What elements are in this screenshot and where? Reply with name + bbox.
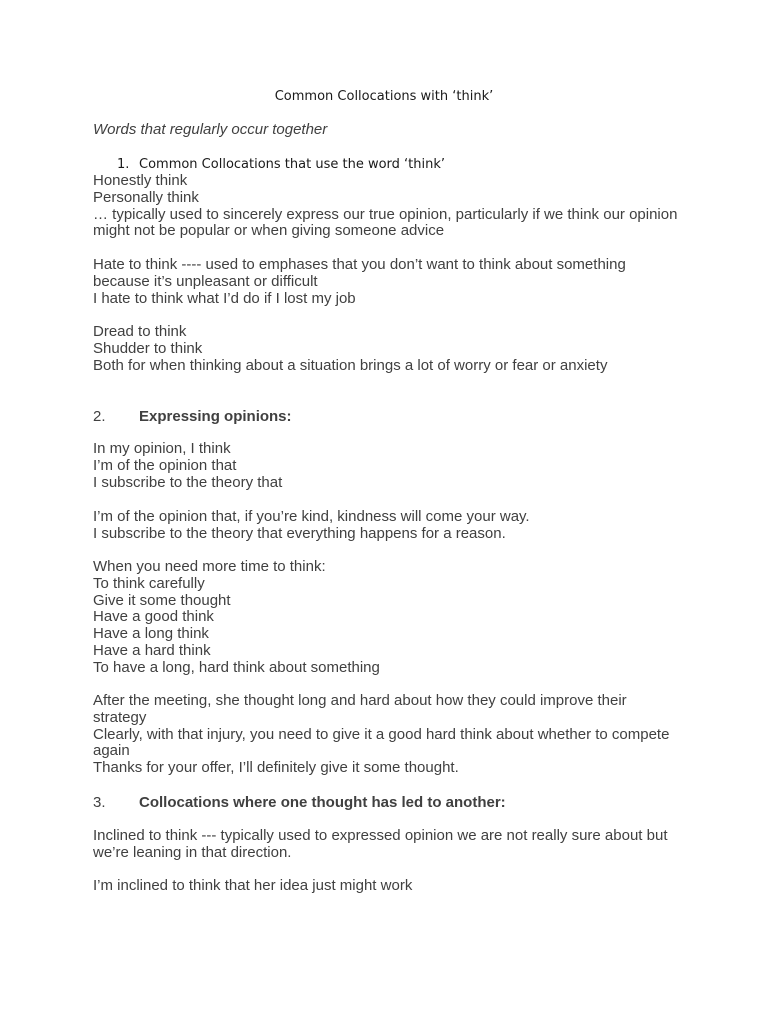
paragraph-line: Have a long think	[93, 625, 209, 643]
document-title: Common Collocations with ‘think’	[274, 89, 494, 104]
paragraph-line: Honestly think	[93, 172, 188, 189]
section-3-group-a	[93, 828, 683, 862]
section-1-number: 1.	[117, 157, 130, 172]
section-2-group-a	[93, 441, 683, 491]
paragraph-line: Personally think	[93, 188, 199, 206]
section-2-group-d	[93, 693, 683, 777]
section-2-number: 2.	[93, 408, 106, 425]
section-1-group-c	[93, 324, 683, 374]
section-1-group-a	[93, 173, 683, 240]
paragraph-line: Inclined to think --- typically used to expressed opinion we are not really sure about but we’re leaning in that direction.	[93, 827, 668, 861]
paragraph-line: Thanks for your offer, I’ll definitely give it some thought.	[93, 759, 459, 777]
section-2-heading	[93, 408, 292, 425]
section-1-heading-label: Common Collocations that use the word ‘think’	[139, 157, 446, 172]
paragraph-line: Clearly, with that injury, you need to give it a good hard think about whether to compete again	[93, 725, 670, 760]
section-1-heading	[117, 156, 445, 173]
paragraph-line: I subscribe to the theory that	[93, 473, 283, 491]
paragraph-line: Give it some thought	[93, 591, 231, 609]
paragraph-line: I hate to think what I’d do if I lost my job	[93, 289, 356, 307]
section-1-group-b	[93, 257, 683, 307]
paragraph-line: I’m of the opinion that	[93, 456, 237, 474]
paragraph-line: In my opinion, I think	[93, 440, 231, 457]
paragraph-line: Dread to think	[93, 323, 187, 340]
paragraph-line: Shudder to think	[93, 339, 203, 357]
paragraph-line: When you need more time to think:	[93, 558, 326, 575]
paragraph-line: After the meeting, she thought long and hard about how they could improve their strategy	[93, 692, 627, 726]
paragraph-line: Both for when thinking about a situation brings a lot of worry or fear or anxiety	[93, 356, 608, 374]
section-3-heading-label: Collocations where one thought has led to another:	[139, 794, 506, 811]
paragraph-line: … typically used to sincerely express our true opinion, particularly if we think our opinion might not be popular or when giving someone advice	[93, 205, 678, 240]
section-2-group-c	[93, 559, 683, 677]
section-3-group-b	[93, 878, 683, 895]
paragraph-line: I’m of the opinion that, if you’re kind, kindness will come your way.	[93, 508, 530, 525]
section-2-group-b	[93, 509, 683, 543]
document-subtitle: Words that regularly occur together	[93, 121, 328, 138]
paragraph-line: Hate to think ---- used to emphases that you don’t want to think about something because it’s unpleasant or difficult	[93, 256, 626, 290]
paragraph-line: I’m inclined to think that her idea just might work	[93, 877, 413, 894]
paragraph-line: To think carefully	[93, 574, 205, 592]
paragraph-line: Have a good think	[93, 608, 214, 626]
paragraph-line: To have a long, hard think about something	[93, 658, 380, 676]
section-2-heading-label: Expressing opinions:	[139, 408, 292, 425]
paragraph-line: I subscribe to the theory that everything happens for a reason.	[93, 524, 506, 542]
paragraph-line: Have a hard think	[93, 641, 211, 659]
section-3-heading	[93, 794, 506, 811]
section-3-number: 3.	[93, 794, 106, 811]
